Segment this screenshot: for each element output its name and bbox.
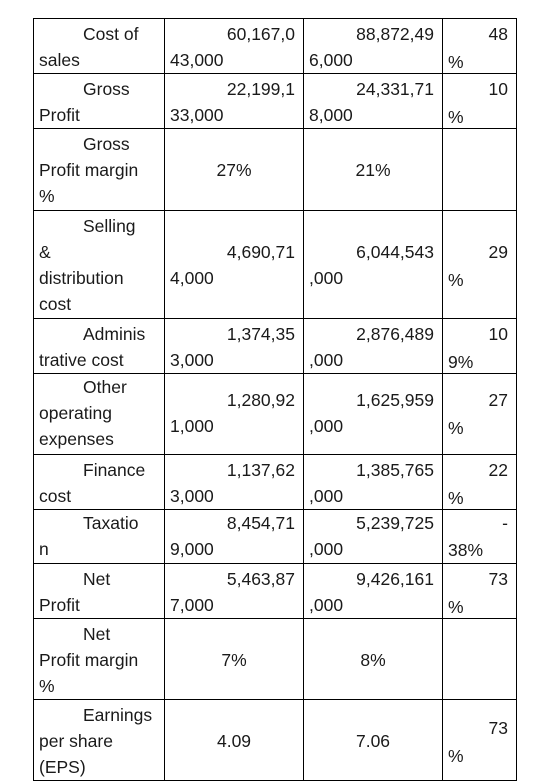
change-cell (443, 129, 517, 211)
change-line: % (448, 418, 464, 438)
change-line: % (448, 746, 464, 766)
table-row (34, 700, 517, 781)
value-2021-cell (165, 564, 304, 619)
value-2021-cell (165, 129, 304, 211)
value-line: 8% (360, 650, 386, 670)
row-label-line: n (39, 539, 49, 559)
row-label-cell (34, 374, 165, 455)
value-line: 8,454,71 (226, 513, 295, 533)
table-row (34, 619, 517, 700)
change-line: 38% (448, 540, 484, 560)
change-cell (443, 510, 517, 564)
value-line: ,000 (309, 539, 344, 559)
row-label-line: Selling (83, 216, 136, 236)
change-cell (443, 700, 517, 781)
value-line: 5,463,87 (226, 569, 295, 589)
value-2021-cell (165, 74, 304, 129)
change-line: % (448, 270, 464, 290)
value-line: 6,044,543 (356, 242, 434, 262)
row-label-line: Other (83, 377, 127, 397)
value-2021-cell (165, 211, 304, 319)
value-2022-cell (304, 510, 443, 564)
value-line: 60,167,0 (226, 24, 295, 44)
change-line: % (448, 107, 464, 127)
row-label-line: Gross (83, 134, 130, 154)
row-label-cell (34, 510, 165, 564)
change-line: % (448, 52, 464, 72)
change-cell (443, 74, 517, 129)
row-label-line: cost (39, 486, 72, 506)
row-label-line: Profit margin (39, 650, 139, 670)
value-line: 43,000 (170, 50, 224, 70)
table-row (34, 74, 517, 129)
row-label-line: cost (39, 294, 72, 314)
change-cell (443, 319, 517, 374)
row-label-line: operating (39, 403, 112, 423)
value-2021-cell (165, 619, 304, 700)
value-2021-cell (165, 319, 304, 374)
value-line: 6,000 (309, 50, 353, 70)
table-row (34, 564, 517, 619)
row-label-line: Cost of (83, 24, 139, 44)
row-label-cell (34, 319, 165, 374)
change-line: 48 (488, 24, 508, 44)
change-line: 27 (488, 390, 508, 410)
value-line: 1,385,765 (356, 460, 434, 480)
value-line: 1,280,92 (226, 390, 295, 410)
change-cell (443, 564, 517, 619)
value-line: 2,876,489 (356, 324, 434, 344)
value-line: 7% (221, 650, 247, 670)
change-line: % (448, 597, 464, 617)
value-2022-cell (304, 564, 443, 619)
table-row (34, 129, 517, 211)
row-label-line: Earnings (83, 705, 153, 725)
change-line: % (448, 488, 464, 508)
value-2022-cell (304, 211, 443, 319)
change-line: 22 (488, 460, 508, 480)
row-label-line: Gross (83, 79, 130, 99)
row-label-line: & (39, 242, 51, 262)
financial-table (33, 18, 517, 781)
value-2022-cell (304, 374, 443, 455)
value-line: 4,000 (170, 268, 214, 288)
value-2022-cell (304, 319, 443, 374)
row-label-line: Taxatio (83, 513, 139, 533)
value-2022-cell (304, 455, 443, 510)
value-line: 4,690,71 (226, 242, 295, 262)
value-line: 3,000 (170, 486, 214, 506)
change-cell (443, 374, 517, 455)
value-line: 7.06 (355, 731, 391, 751)
value-line: ,000 (309, 268, 344, 288)
value-line: ,000 (309, 595, 344, 615)
value-line: 27% (216, 160, 252, 180)
value-2021-cell (165, 455, 304, 510)
table-row (34, 211, 517, 319)
value-line: 1,000 (170, 416, 214, 436)
value-line: 1,625,959 (356, 390, 434, 410)
row-label-cell (34, 619, 165, 700)
value-line: ,000 (309, 350, 344, 370)
row-label-cell (34, 211, 165, 319)
value-2021-cell (165, 700, 304, 781)
change-line: 10 (488, 79, 508, 99)
value-line: 22,199,1 (226, 79, 295, 99)
value-line: 7,000 (170, 595, 214, 615)
table-row (34, 374, 517, 455)
value-line: 88,872,49 (356, 24, 434, 44)
value-line: 4.09 (216, 731, 252, 751)
row-label-line: (EPS) (39, 757, 86, 777)
change-line: 73 (488, 569, 508, 589)
value-line: 33,000 (170, 105, 224, 125)
change-cell (443, 619, 517, 700)
row-label-line: Net (83, 624, 111, 644)
value-line: 9,000 (170, 539, 214, 559)
change-cell (443, 455, 517, 510)
table-row (34, 510, 517, 564)
row-label-cell (34, 129, 165, 211)
value-line: 1,374,35 (226, 324, 295, 344)
row-label-line: sales (39, 50, 80, 70)
change-cell (443, 19, 517, 74)
row-label-line: Net (83, 569, 111, 589)
row-label-line: % (39, 676, 55, 696)
change-line: 9% (448, 352, 474, 372)
change-line: 73 (488, 718, 508, 738)
value-line: 24,331,71 (356, 79, 434, 99)
row-label-line: per share (39, 731, 113, 751)
table-row (34, 455, 517, 510)
value-2021-cell (165, 374, 304, 455)
row-label-line: Adminis (83, 324, 146, 344)
row-label-line: Profit (39, 105, 80, 125)
table-row (34, 19, 517, 74)
row-label-cell (34, 564, 165, 619)
row-label-line: % (39, 186, 55, 206)
change-line: 10 (488, 324, 508, 344)
change-cell (443, 211, 517, 319)
value-2022-cell (304, 129, 443, 211)
change-line: - (502, 513, 508, 533)
row-label-line: trative cost (39, 350, 124, 370)
row-label-cell (34, 19, 165, 74)
value-2022-cell (304, 19, 443, 74)
row-label-line: Profit margin (39, 160, 139, 180)
row-label-cell (34, 74, 165, 129)
row-label-cell (34, 455, 165, 510)
value-2021-cell (165, 19, 304, 74)
row-label-line: distribution (39, 268, 124, 288)
value-2021-cell (165, 510, 304, 564)
row-label-line: expenses (39, 429, 114, 449)
value-line: ,000 (309, 416, 344, 436)
change-line: 29 (488, 242, 508, 262)
value-line: 21% (355, 160, 391, 180)
value-line: ,000 (309, 486, 344, 506)
value-2022-cell (304, 619, 443, 700)
value-line: 3,000 (170, 350, 214, 370)
value-2022-cell (304, 74, 443, 129)
value-2022-cell (304, 700, 443, 781)
value-line: 8,000 (309, 105, 353, 125)
row-label-line: Finance (83, 460, 146, 480)
value-line: 5,239,725 (356, 513, 434, 533)
table-row (34, 319, 517, 374)
value-line: 9,426,161 (356, 569, 434, 589)
row-label-line: Profit (39, 595, 80, 615)
value-line: 1,137,62 (226, 460, 295, 480)
row-label-cell (34, 700, 165, 781)
